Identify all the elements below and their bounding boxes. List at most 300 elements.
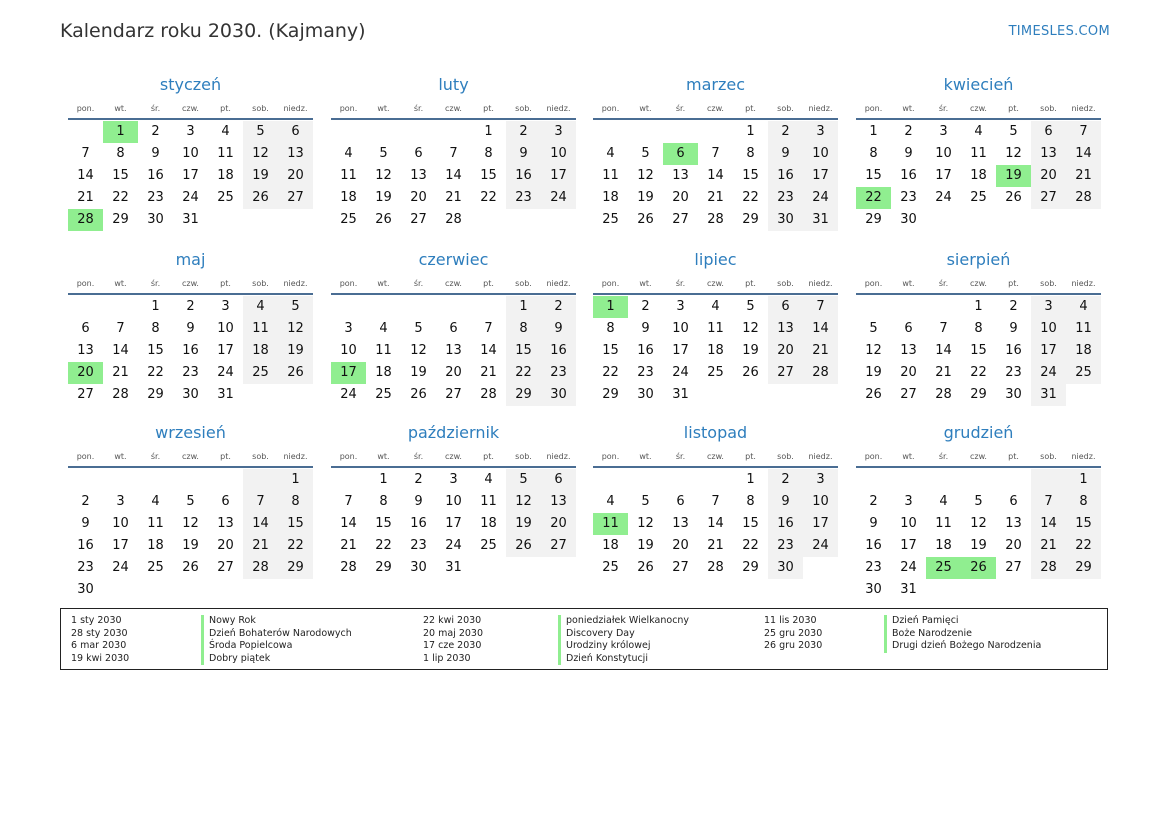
day-cell: 6 (768, 296, 803, 318)
day-cell: 20 (900, 365, 917, 380)
day-cell: 7 (449, 146, 458, 161)
day-cell: 29 (742, 212, 759, 227)
holiday-name-column (884, 615, 1041, 653)
weekday-header (856, 446, 1101, 468)
weekday-label: niedz. (283, 451, 308, 461)
empty-day-cell (401, 121, 436, 143)
week-row (593, 318, 838, 340)
day-cell: 24 (112, 560, 129, 575)
day-cell: 19 (637, 190, 654, 205)
holiday-name: Drugi dzień Bożego Narodzenia (884, 640, 1041, 653)
day-cell: 20 (1005, 538, 1022, 553)
week-row (331, 296, 576, 318)
day-cell: 22 (602, 365, 619, 380)
day-cell: 20 (541, 513, 576, 535)
day-cell: 4 (939, 494, 948, 509)
day-cell: 1 (151, 299, 160, 314)
day-cell: 16 (637, 343, 654, 358)
holiday-date: 25 gru 2030 (764, 627, 823, 639)
day-cell: 26 (375, 212, 392, 227)
holiday-day-cell: 6 (663, 143, 698, 165)
weekday-header (856, 98, 1101, 120)
empty-day-cell (401, 296, 436, 318)
weekday-label: sob. (1040, 451, 1057, 461)
weekday-label: sob. (777, 278, 794, 288)
day-cell: 12 (278, 318, 313, 340)
day-cell: 17 (803, 165, 838, 187)
day-cell: 8 (1066, 491, 1101, 513)
empty-day-cell (243, 209, 278, 231)
week-row (856, 557, 1101, 579)
empty-day-cell (593, 469, 628, 491)
weekday-label: wt. (639, 278, 652, 288)
holiday-date: 1 lip 2030 (423, 652, 471, 664)
weekday-label: czw. (182, 278, 199, 288)
day-cell: 24 (803, 535, 838, 557)
day-cell: 4 (711, 299, 720, 314)
weekday-label: śr. (413, 278, 424, 288)
day-cell: 4 (1066, 296, 1101, 318)
empty-day-cell (68, 121, 103, 143)
weekday-header (856, 273, 1101, 295)
month-calendar (331, 249, 576, 406)
day-cell: 28 (445, 212, 462, 227)
holiday-date: 1 sty 2030 (71, 615, 122, 626)
day-cell: 23 (506, 187, 541, 209)
day-cell: 5 (379, 146, 388, 161)
day-cell: 25 (480, 538, 497, 553)
day-cell: 2 (151, 124, 160, 139)
month-name: listopad (683, 423, 748, 442)
day-cell: 11 (375, 343, 392, 358)
weekday-label: czw. (707, 103, 724, 113)
holiday-name: Dzień Bohaterów Narodowych (201, 628, 352, 641)
day-cell: 20 (1031, 165, 1066, 187)
day-cell: 24 (182, 190, 199, 205)
day-cell: 7 (1066, 121, 1101, 143)
day-cell: 19 (375, 190, 392, 205)
day-cell: 5 (243, 121, 278, 143)
weekday-header (593, 98, 838, 120)
day-cell: 21 (707, 538, 724, 553)
day-cell: 22 (970, 365, 987, 380)
day-cell: 29 (147, 387, 164, 402)
month-calendar (856, 249, 1101, 406)
weekday-label: wt. (902, 278, 915, 288)
day-cell: 10 (935, 146, 952, 161)
day-cell: 25 (147, 560, 164, 575)
day-cell: 16 (182, 343, 199, 358)
day-cell: 31 (445, 560, 462, 575)
day-cell: 9 (1009, 321, 1018, 336)
day-cell: 21 (112, 365, 129, 380)
day-cell: 17 (112, 538, 129, 553)
week-row (68, 318, 313, 340)
week-row (593, 491, 838, 513)
weekday-label: wt. (639, 103, 652, 113)
day-cell: 15 (278, 513, 313, 535)
week-row (593, 165, 838, 187)
day-cell: 3 (221, 299, 230, 314)
weekday-label: pt. (483, 103, 494, 113)
page-title: Kalendarz roku 2030. (Kajmany) (60, 20, 366, 42)
week-row (856, 165, 1101, 187)
empty-day-cell (856, 296, 891, 318)
day-cell: 19 (410, 365, 427, 380)
day-cell: 21 (480, 365, 497, 380)
week-row (856, 209, 1101, 231)
day-cell: 11 (1066, 318, 1101, 340)
day-cell: 2 (81, 494, 90, 509)
week-row (68, 384, 313, 406)
weekday-label: sob. (777, 103, 794, 113)
holiday-date-column (423, 615, 483, 665)
week-row (593, 187, 838, 209)
day-cell: 7 (116, 321, 125, 336)
day-cell: 4 (221, 124, 230, 139)
day-cell: 14 (935, 343, 952, 358)
week-row (331, 384, 576, 406)
day-cell: 11 (602, 168, 619, 183)
day-cell: 15 (865, 168, 882, 183)
week-row (331, 513, 576, 535)
day-cell: 29 (112, 212, 129, 227)
weekday-label: czw. (182, 451, 199, 461)
empty-day-cell (996, 209, 1031, 231)
day-cell: 9 (541, 318, 576, 340)
weekday-header (331, 273, 576, 295)
day-cell: 18 (217, 168, 234, 183)
empty-day-cell (471, 296, 506, 318)
day-cell: 28 (1066, 187, 1101, 209)
day-cell: 17 (672, 343, 689, 358)
day-cell: 12 (506, 491, 541, 513)
day-cell: 12 (375, 168, 392, 183)
day-cell: 22 (1066, 535, 1101, 557)
day-cell: 20 (768, 340, 803, 362)
day-cell: 26 (742, 365, 759, 380)
day-cell: 6 (449, 321, 458, 336)
holiday-date: 17 cze 2030 (423, 640, 482, 652)
day-cell: 20 (217, 538, 234, 553)
weekday-label: pt. (483, 278, 494, 288)
week-row (68, 535, 313, 557)
month-name: październik (407, 423, 500, 442)
day-cell: 25 (217, 190, 234, 205)
day-cell: 23 (768, 187, 803, 209)
day-cell: 8 (278, 491, 313, 513)
empty-day-cell (1031, 469, 1066, 491)
day-cell: 21 (1031, 535, 1066, 557)
weekday-label: śr. (938, 278, 949, 288)
month-calendar (593, 249, 838, 406)
day-cell: 28 (707, 212, 724, 227)
day-cell: 5 (641, 494, 650, 509)
day-cell: 9 (81, 516, 90, 531)
day-cell: 13 (1031, 143, 1066, 165)
month-name: maj (175, 250, 206, 269)
day-cell: 25 (602, 212, 619, 227)
day-cell: 7 (711, 146, 720, 161)
empty-day-cell (506, 557, 541, 579)
day-cell: 24 (935, 190, 952, 205)
day-cell: 11 (217, 146, 234, 161)
day-cell: 8 (746, 146, 755, 161)
day-cell: 9 (768, 143, 803, 165)
month-name: czerwiec (418, 250, 489, 269)
day-cell: 29 (602, 387, 619, 402)
day-cell: 8 (151, 321, 160, 336)
day-cell: 30 (900, 212, 917, 227)
weekday-header (331, 98, 576, 120)
day-cell: 18 (935, 538, 952, 553)
weekday-label: śr. (938, 103, 949, 113)
day-cell: 26 (637, 560, 654, 575)
day-cell: 21 (445, 190, 462, 205)
day-cell: 10 (803, 143, 838, 165)
day-cell: 12 (742, 321, 759, 336)
day-cell: 4 (606, 494, 615, 509)
empty-day-cell (103, 296, 138, 318)
day-cell: 10 (672, 321, 689, 336)
weekday-label: pt. (745, 278, 756, 288)
day-cell: 27 (217, 560, 234, 575)
weekday-label: pt. (220, 451, 231, 461)
holiday-date: 28 sty 2030 (71, 627, 128, 639)
week-row (68, 469, 313, 491)
day-cell: 18 (970, 168, 987, 183)
day-cell: 10 (900, 516, 917, 531)
week-row (593, 362, 838, 384)
empty-day-cell (173, 469, 208, 491)
month-calendar (593, 74, 838, 231)
day-cell: 17 (445, 516, 462, 531)
month-calendar (68, 74, 313, 231)
day-cell: 3 (186, 124, 195, 139)
day-cell: 27 (541, 535, 576, 557)
day-cell: 30 (768, 209, 803, 231)
weekday-label: śr. (413, 451, 424, 461)
day-cell: 13 (672, 168, 689, 183)
week-row (856, 384, 1101, 406)
day-cell: 30 (637, 387, 654, 402)
day-cell: 15 (742, 516, 759, 531)
week-row (593, 384, 838, 406)
day-cell: 27 (900, 387, 917, 402)
day-cell: 23 (1005, 365, 1022, 380)
day-cell: 24 (541, 187, 576, 209)
day-cell: 22 (147, 365, 164, 380)
month-name: lipiec (694, 250, 737, 269)
day-cell: 11 (147, 516, 164, 531)
day-cell: 25 (707, 365, 724, 380)
day-cell: 28 (480, 387, 497, 402)
day-cell: 20 (278, 165, 313, 187)
day-cell: 29 (1066, 557, 1101, 579)
week-row (856, 187, 1101, 209)
weekday-label: wt. (377, 451, 390, 461)
weekday-header (68, 273, 313, 295)
day-cell: 14 (445, 168, 462, 183)
day-cell: 31 (803, 209, 838, 231)
weekday-label: sob. (777, 451, 794, 461)
day-cell: 17 (935, 168, 952, 183)
day-cell: 16 (768, 513, 803, 535)
weekday-label: pon. (339, 103, 358, 113)
empty-day-cell (103, 469, 138, 491)
day-cell: 12 (243, 143, 278, 165)
day-cell: 27 (445, 387, 462, 402)
week-row (68, 557, 313, 579)
weekday-label: niedz. (546, 451, 571, 461)
day-cell: 21 (803, 340, 838, 362)
empty-day-cell (926, 469, 961, 491)
day-cell: 14 (1031, 513, 1066, 535)
day-cell: 15 (970, 343, 987, 358)
day-cell: 27 (672, 212, 689, 227)
day-cell: 6 (414, 146, 423, 161)
empty-day-cell (961, 209, 996, 231)
day-cell: 7 (344, 494, 353, 509)
day-cell: 10 (340, 343, 357, 358)
day-cell: 21 (935, 365, 952, 380)
day-cell: 9 (414, 494, 423, 509)
day-cell: 2 (768, 121, 803, 143)
month-name: kwiecień (943, 75, 1014, 94)
week-row (593, 513, 838, 535)
day-cell: 5 (506, 469, 541, 491)
day-cell: 6 (1009, 494, 1018, 509)
empty-day-cell (733, 384, 768, 406)
day-cell: 11 (480, 494, 497, 509)
weekday-label: niedz. (1071, 278, 1096, 288)
day-cell: 31 (672, 387, 689, 402)
holiday-day-cell: 1 (103, 121, 138, 143)
day-cell: 15 (1066, 513, 1101, 535)
empty-day-cell (996, 579, 1031, 601)
day-cell: 16 (541, 340, 576, 362)
day-cell: 10 (112, 516, 129, 531)
empty-day-cell (138, 469, 173, 491)
day-cell: 29 (865, 212, 882, 227)
day-cell: 2 (1009, 299, 1018, 314)
day-cell: 28 (1031, 557, 1066, 579)
holiday-date: 20 maj 2030 (423, 627, 484, 639)
empty-day-cell (541, 557, 576, 579)
day-cell: 12 (410, 343, 427, 358)
day-cell: 29 (506, 384, 541, 406)
day-cell: 31 (217, 387, 234, 402)
weekday-label: wt. (377, 103, 390, 113)
day-cell: 16 (77, 538, 94, 553)
day-cell: 1 (506, 296, 541, 318)
day-cell: 14 (112, 343, 129, 358)
day-cell: 6 (1031, 121, 1066, 143)
day-cell: 26 (506, 535, 541, 557)
day-cell: 18 (602, 538, 619, 553)
empty-day-cell (891, 469, 926, 491)
day-cell: 25 (602, 560, 619, 575)
week-row (331, 340, 576, 362)
empty-day-cell (1031, 209, 1066, 231)
brand-link[interactable]: TIMESLES.COM (1008, 24, 1110, 39)
weekday-label: niedz. (546, 278, 571, 288)
empty-day-cell (628, 469, 663, 491)
day-cell: 9 (151, 146, 160, 161)
holiday-name: Discovery Day (558, 628, 689, 641)
day-cell: 18 (243, 340, 278, 362)
weekday-label: sob. (252, 103, 269, 113)
day-cell: 22 (112, 190, 129, 205)
day-cell: 2 (506, 121, 541, 143)
day-cell: 16 (768, 165, 803, 187)
day-cell: 15 (112, 168, 129, 183)
holiday-date: 6 mar 2030 (71, 640, 127, 652)
day-cell: 18 (147, 538, 164, 553)
holiday-name: Środa Popielcowa (201, 640, 352, 653)
empty-day-cell (278, 209, 313, 231)
week-row (68, 187, 313, 209)
month-name: marzec (685, 75, 745, 94)
day-cell: 18 (375, 365, 392, 380)
holiday-legend (60, 608, 1108, 670)
day-cell: 4 (974, 124, 983, 139)
day-cell: 30 (410, 560, 427, 575)
weekday-label: sob. (515, 278, 532, 288)
day-cell: 24 (340, 387, 357, 402)
day-cell: 2 (414, 472, 423, 487)
holiday-date: 11 lis 2030 (764, 615, 817, 626)
week-row (68, 579, 313, 601)
weekday-label: niedz. (1071, 103, 1096, 113)
holiday-day-cell: 17 (331, 362, 366, 384)
day-cell: 31 (900, 582, 917, 597)
empty-day-cell (926, 209, 961, 231)
day-cell: 21 (340, 538, 357, 553)
holiday-name: Dzień Konstytucji (558, 653, 689, 666)
day-cell: 29 (375, 560, 392, 575)
week-row (331, 121, 576, 143)
day-cell: 8 (606, 321, 615, 336)
day-cell: 22 (506, 362, 541, 384)
week-row (68, 165, 313, 187)
holiday-date: 19 kwi 2030 (71, 652, 130, 664)
day-cell: 27 (77, 387, 94, 402)
holiday-name: Dobry piątek (201, 653, 352, 666)
day-cell: 24 (1031, 362, 1066, 384)
empty-day-cell (366, 121, 401, 143)
day-cell: 7 (939, 321, 948, 336)
empty-day-cell (961, 579, 996, 601)
weekday-label: czw. (707, 451, 724, 461)
week-row (331, 491, 576, 513)
day-cell: 14 (243, 513, 278, 535)
empty-day-cell (208, 209, 243, 231)
weekday-label: pon. (601, 103, 620, 113)
empty-day-cell (331, 121, 366, 143)
holiday-day-cell: 1 (593, 296, 628, 318)
day-cell: 25 (970, 190, 987, 205)
weekday-label: niedz. (283, 103, 308, 113)
day-cell: 4 (344, 146, 353, 161)
week-row (856, 579, 1101, 601)
day-cell: 23 (147, 190, 164, 205)
day-cell: 2 (869, 494, 878, 509)
day-cell: 16 (147, 168, 164, 183)
day-cell: 13 (410, 168, 427, 183)
day-cell: 3 (803, 469, 838, 491)
day-cell: 19 (243, 165, 278, 187)
